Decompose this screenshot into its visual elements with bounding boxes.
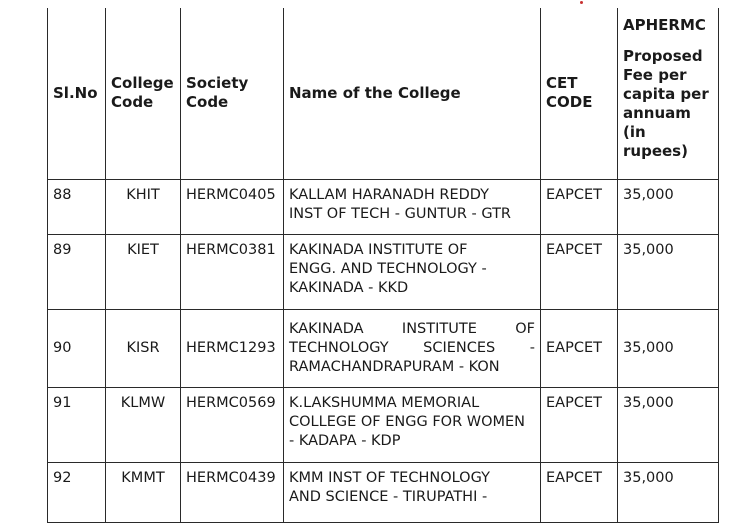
cell-college-name (284, 234, 541, 309)
cell-college-code: KIET (106, 234, 181, 309)
header-college-name: Name of the College (284, 8, 541, 179)
cell-college-name (284, 309, 541, 387)
header-college-code: College Code (106, 8, 181, 179)
header-row (48, 8, 719, 179)
cell-society-code: HERMC0439 (181, 462, 284, 522)
header-fee-authority: APHERMC (623, 16, 706, 34)
cell-college-name (284, 462, 541, 522)
header-sl-no: Sl.No (48, 8, 106, 179)
cell-college-code: KMMT (106, 462, 181, 522)
cell-college-name (284, 179, 541, 234)
cell-sl-no: 90 (48, 309, 106, 387)
name-line: K.LAKSHUMMA MEMORIAL (289, 394, 480, 411)
name-line: INST OF TECH - GUNTUR - GTR (289, 205, 511, 222)
name-line: - KADAPA - KDP (289, 432, 401, 449)
header-society-code: Society Code (181, 8, 284, 179)
table-row (48, 234, 719, 309)
cell-fee: 35,000 (618, 309, 719, 387)
cell-society-code: HERMC0381 (181, 234, 284, 309)
cell-cet-code: EAPCET (541, 387, 618, 462)
cell-college-code: KLMW (106, 387, 181, 462)
cell-society-code: HERMC0405 (181, 179, 284, 234)
header-cet-code: CET CODE (541, 8, 618, 179)
cell-cet-code: EAPCET (541, 462, 618, 522)
table-row (48, 179, 719, 234)
cell-cet-code: EAPCET (541, 234, 618, 309)
header-fee-label: Proposed Fee per capita per annuam (in rupees) (623, 47, 709, 160)
name-line: KAKINADA INSTITUTE OF (289, 320, 535, 337)
fee-table (47, 8, 719, 523)
cell-college-code: KHIT (106, 179, 181, 234)
red-mark (580, 1, 583, 4)
name-line: KAKINADA INSTITUTE OF (289, 241, 468, 258)
table-row (48, 387, 719, 462)
cell-fee: 35,000 (618, 462, 719, 522)
cell-society-code: HERMC1293 (181, 309, 284, 387)
cell-fee: 35,000 (618, 179, 719, 234)
name-line: KMM INST OF TECHNOLOGY (289, 469, 490, 486)
cell-college-name (284, 387, 541, 462)
cell-sl-no: 91 (48, 387, 106, 462)
name-line: KALLAM HARANADH REDDY (289, 186, 490, 203)
name-line: RAMACHANDRAPURAM - KON (289, 358, 500, 375)
cell-college-code: KISR (106, 309, 181, 387)
table-row (48, 462, 719, 522)
cell-sl-no: 88 (48, 179, 106, 234)
cell-fee: 35,000 (618, 387, 719, 462)
cell-sl-no: 92 (48, 462, 106, 522)
name-line: COLLEGE OF ENGG FOR WOMEN (289, 413, 526, 430)
name-line: ENGG. AND TECHNOLOGY - (289, 260, 487, 277)
header-fee (618, 8, 719, 179)
cell-cet-code: EAPCET (541, 309, 618, 387)
cell-fee: 35,000 (618, 234, 719, 309)
name-line: TECHNOLOGY SCIENCES - (289, 339, 535, 356)
cell-cet-code: EAPCET (541, 179, 618, 234)
cell-society-code: HERMC0569 (181, 387, 284, 462)
table-row (48, 309, 719, 387)
name-line: KAKINADA - KKD (289, 279, 409, 296)
name-line: AND SCIENCE - TIRUPATHI - (289, 488, 488, 505)
cell-sl-no: 89 (48, 234, 106, 309)
